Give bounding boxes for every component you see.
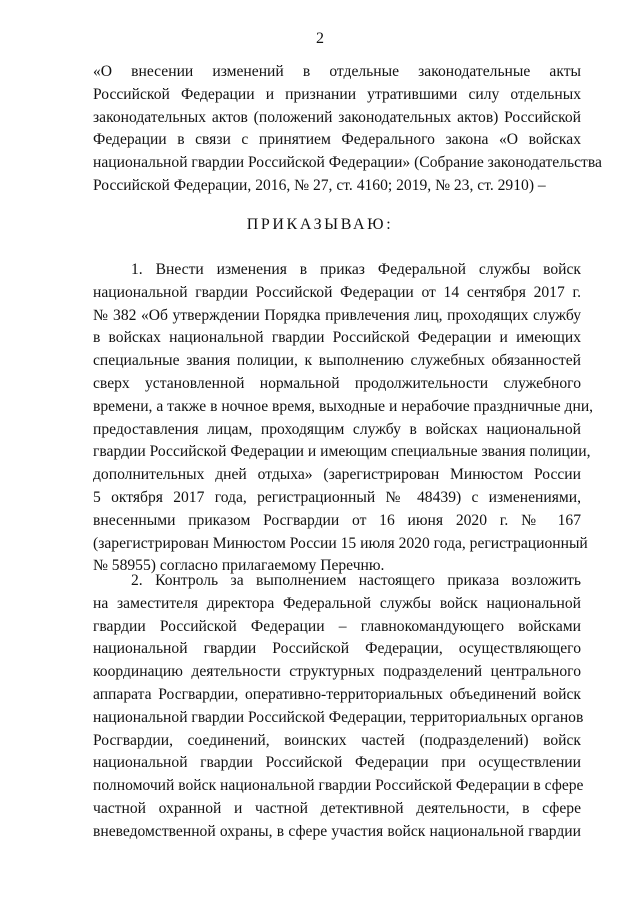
item-2-paragraph	[93, 570, 584, 844]
text-line: в войсках национальной гвардии Российской Федерации и имеющих	[93, 329, 581, 347]
text-line: гвардии Российской Федерации – главнокомандующего войсками	[93, 617, 581, 635]
text-line: № 382 «Об утверждении Порядка привлечения лиц, проходящих службу	[93, 306, 581, 324]
text-line: внесенными приказом Росгвардии от 16 июня 2020 г. № 167	[93, 511, 581, 529]
text-line: законодательных актов (положений законодательных актов) Российской	[93, 108, 581, 126]
text-line: № 58955) согласно прилагаемому Перечню.	[93, 557, 385, 575]
intro-paragraph	[93, 61, 602, 198]
page-number: 2	[316, 30, 324, 47]
text-line: координацию деятельности структурных подразделений центрального	[93, 663, 581, 681]
text-line: гвардии Российской Федерации и имеющим специальные звания полиции,	[93, 443, 591, 461]
text-line: (зарегистрирован Минюстом России 15 июля 2020 года, регистрационный	[93, 534, 588, 552]
text-line: национальной гвардии Российской Федерации» (Собрание законодательства	[93, 154, 602, 172]
text-line: 5 октября 2017 года, регистрационный № 48439) с изменениями,	[93, 488, 581, 506]
text-line: Федерации в связи с принятием Федерального закона «О войсках	[93, 131, 581, 149]
item-1-paragraph	[93, 259, 594, 578]
text-line: 2. Контроль за выполнением настоящего приказа возложить	[131, 572, 581, 589]
text-line: Росгвардии, соединений, воинских частей (подразделений) войск	[93, 731, 581, 749]
text-line: сверх установленной нормальной продолжительности служебного	[93, 374, 581, 392]
text-line: дополнительных дней отдыха» (зарегистрирован Минюстом России	[93, 466, 581, 484]
text-line: частной охранной и частной детективной деятельности, в сфере	[93, 799, 581, 817]
text-line: Российской Федерации и признании утратившими силу отдельных	[93, 85, 581, 103]
text-line: времени, а также в ночное время, выходные и нерабочие праздничные дни,	[93, 397, 594, 415]
text-line: вневедомственной охраны, в сфере участия войск национальной гвардии	[93, 822, 581, 840]
text-line: на заместителя директора Федеральной службы войск национальной	[93, 594, 581, 612]
text-line: национальной гвардии Российской Федерации, территориальных органов	[93, 708, 584, 726]
text-line: национальной гвардии Российской Федерации при осуществлении	[93, 754, 581, 772]
text-line: национальной гвардии Российской Федерации от 14 сентября 2017 г.	[93, 283, 581, 301]
order-heading: ПРИКАЗЫВАЮ:	[246, 216, 394, 233]
text-line: аппарата Росгвардии, оперативно-территориальных объединений войск	[93, 685, 581, 703]
text-line: предоставления лицам, проходящим службу в войсках национальной	[93, 420, 581, 438]
text-line: национальной гвардии Российской Федерации, осуществляющего	[93, 640, 581, 658]
text-line: Российской Федерации, 2016, № 27, ст. 4160; 2019, № 23, ст. 2910) –	[93, 176, 546, 194]
text-line: полномочий войск национальной гвардии Российской Федерации в сфере	[93, 777, 584, 795]
text-line: 1. Внести изменения в приказ Федеральной службы войск	[131, 261, 581, 278]
text-line: «О внесении изменений в отдельные законодательные акты	[93, 63, 581, 80]
text-line: специальные звания полиции, к выполнению служебных обязанностей	[93, 352, 581, 370]
